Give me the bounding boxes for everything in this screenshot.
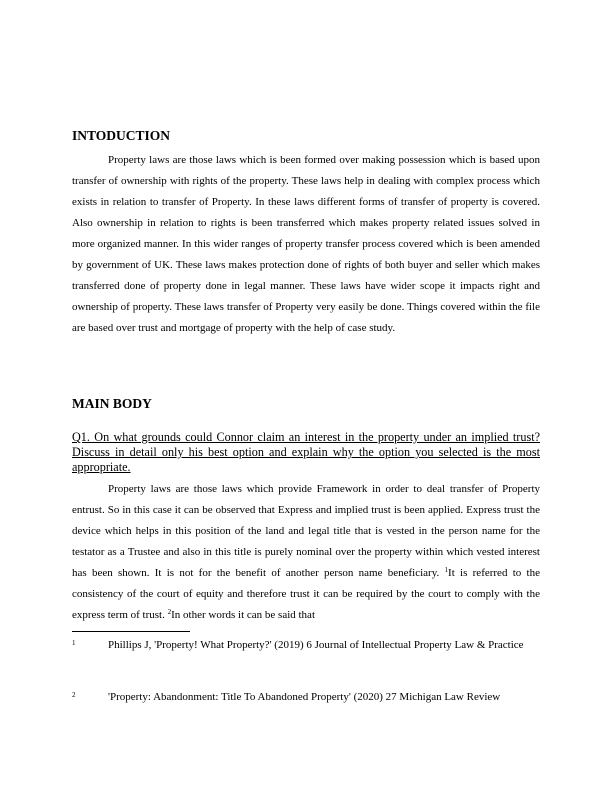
footnote-ref-2: 2 (167, 608, 172, 616)
question-1: Q1. On what grounds could Connor claim an interest in the property under an implied trust? Discuss in detail only his best option and explain why the option you selected is the most appropriate. (72, 430, 540, 474)
footnote-number: 2 (72, 691, 76, 699)
footnote-text: Phillips J, 'Property! What Property?' (2019) 6 Journal of Intellectual Property Law & Practice (108, 639, 524, 651)
main-body-text-1: Property laws are those laws which provide Framework in order to deal transfer of Property entrust. So in this case it can be observed that Express and implied trust is been applied. Express trust the device which helps in this position of the land and legal title that is vested in the person name for the testator as a Trustee and also in this title is purely nominal over the property within which vested interest has been shown. It is not for the benefit of another person name beneficiary. (72, 483, 540, 579)
introduction-paragraph: Property laws are those laws which is been formed over making possession which is based upon transfer of ownership with rights of the property. These laws help in dealing with complex process which exists in relation to transfer of Property. In these laws different forms of transfer of property is covered. Also ownership in relation to rights is been transferred which makes property related issues solved in more organized manner. In this wider ranges of property transfer process covered which is been amended by government of UK. These laws makes protection done of rights of both buyer and seller which makes transferred done of property done in legal manner. These laws have wider scope it impacts right and ownership of property. These laws transfer of Property very easily be done. Things covered within the file are based over trust and mortgage of property with the help of case study. (72, 154, 540, 334)
main-body-heading: MAIN BODY (72, 396, 152, 411)
main-body-paragraph (72, 479, 540, 626)
footnote-separator (72, 631, 190, 632)
main-body-text-2: It is referred to the consistency of the court of equity and therefore trust it can be required by the court to comply with the express term of trust. (72, 567, 540, 621)
introduction-heading: INTODUCTION (72, 128, 171, 143)
main-body-text-3: In other words it can be said that (171, 609, 316, 621)
footnote-text: 'Property: Abandonment: Title To Abandoned Property' (2020) 27 Michigan Law Review (108, 691, 501, 703)
footnote-ref-1: 1 (444, 566, 449, 574)
footnote-number: 1 (72, 639, 76, 647)
